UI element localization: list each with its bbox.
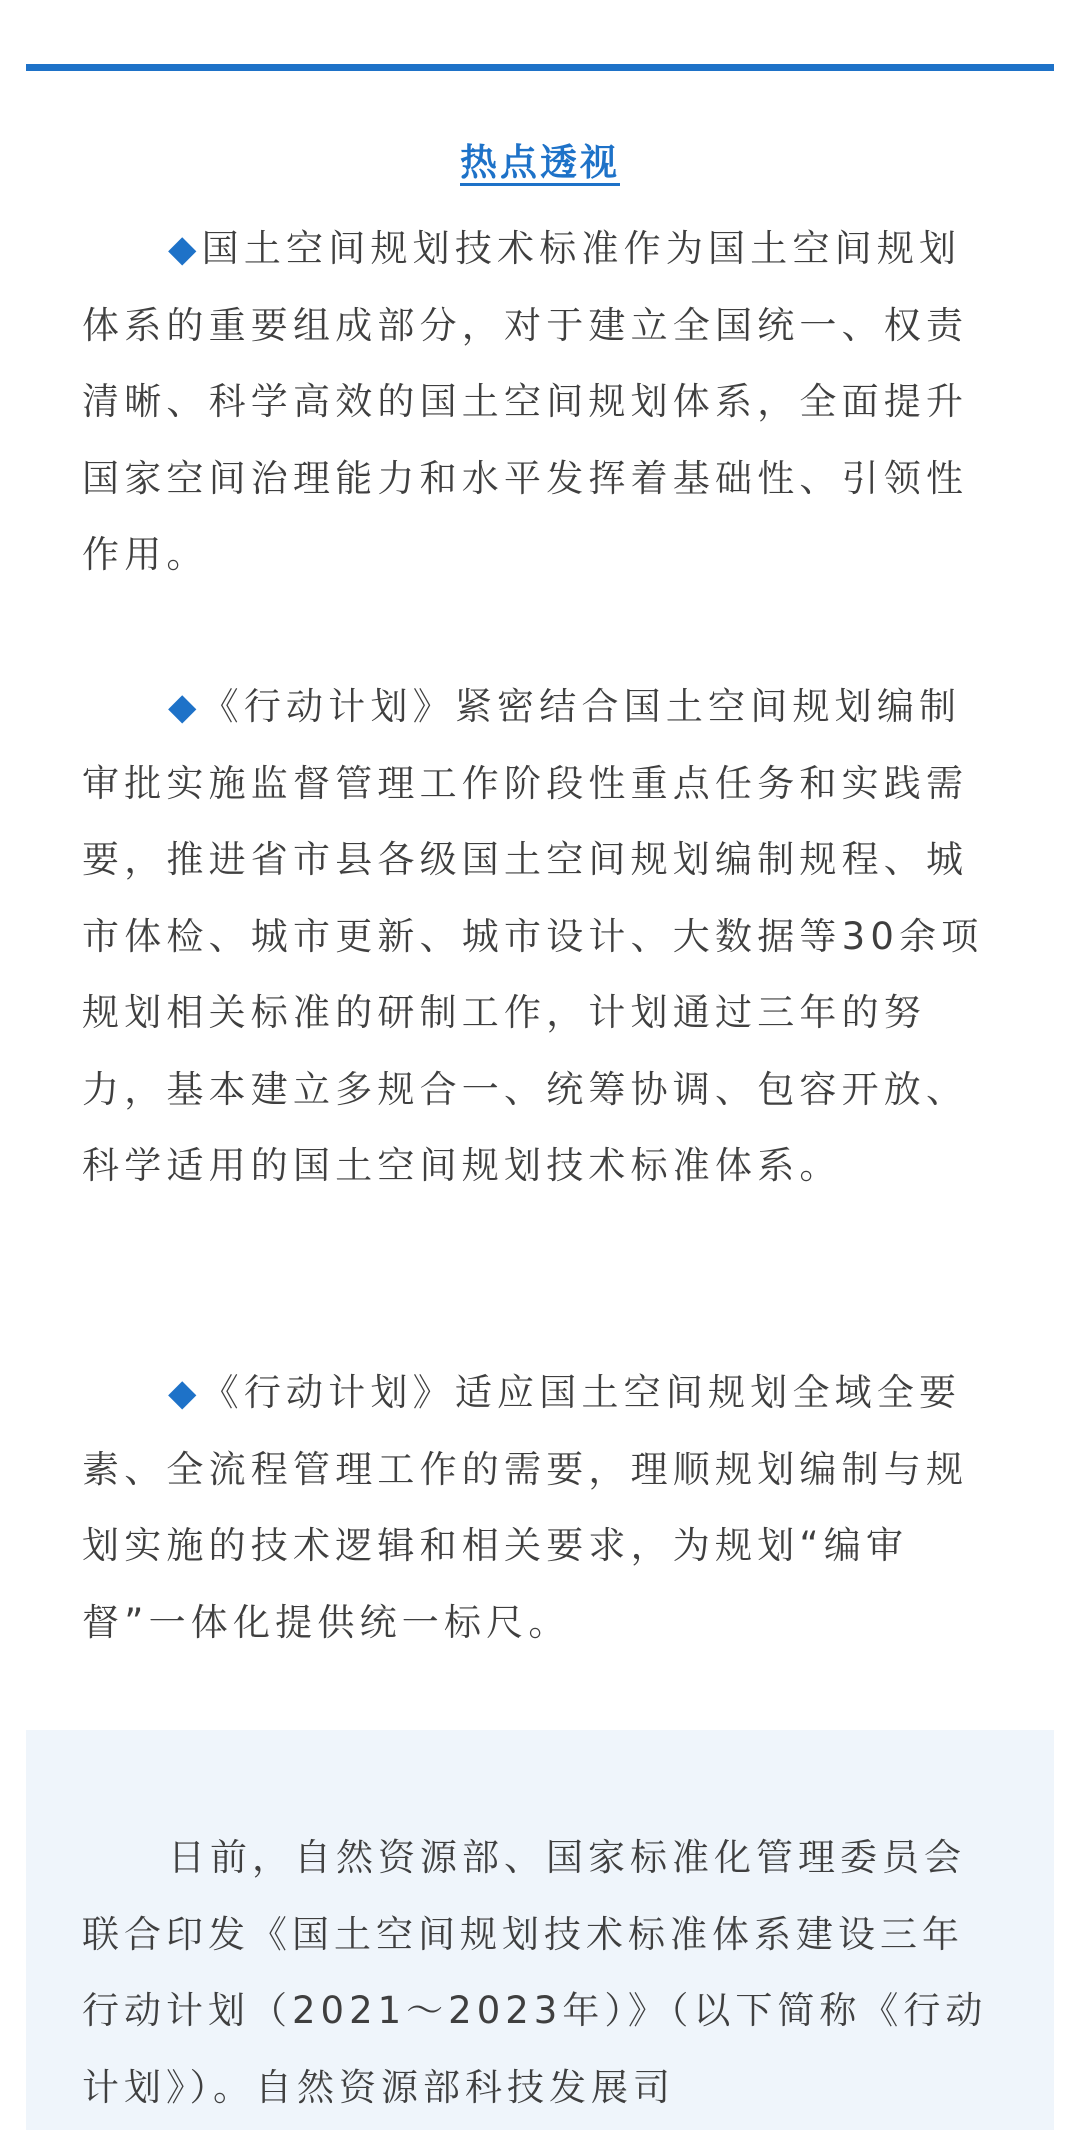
point-1-text: 国土空间规划技术标准作为国土空间规划体系的重要组成部分，对于建立全国统一、权责清晰、科学高效的国土空间规划体系，全面提升国家空间治理能力和水平发挥着基础性、引领性作用。 xyxy=(82,227,969,576)
point-2 xyxy=(82,669,1000,1205)
point-3 xyxy=(82,1355,1000,1661)
diamond-bullet-icon: ◆ xyxy=(168,1371,202,1414)
section-title: 热点透视 xyxy=(460,141,620,184)
summary-box xyxy=(26,1730,1054,2130)
top-divider xyxy=(26,64,1054,71)
point-1 xyxy=(82,211,1000,594)
diamond-bullet-icon: ◆ xyxy=(168,227,202,270)
summary-text: 日前，自然资源部、国家标准化管理委员会联合印发《国土空间规划技术标准体系建设三年行动计划（2021～2023年）》（以下简称《行动计划》）。自然资源部科技发展司 xyxy=(82,1836,988,2109)
point-3-text: 《行动计划》适应国土空间规划全域全要素、全流程管理工作的需要，理顺规划编制与规划实施的技术逻辑和相关要求，为规划“编审督”一体化提供统一标尺。 xyxy=(82,1371,969,1644)
diamond-bullet-icon: ◆ xyxy=(168,685,202,728)
point-2-text: 《行动计划》紧密结合国土空间规划编制审批实施监督管理工作阶段性重点任务和实践需要，推进省市县各级国土空间规划编制规程、城市体检、城市更新、城市设计、大数据等30余项规划相关标准的研制工作，计划通过三年的努力，基本建立多规合一、统筹协调、包容开放、科学适用的国土空间规划技术标准体系。 xyxy=(82,685,984,1187)
